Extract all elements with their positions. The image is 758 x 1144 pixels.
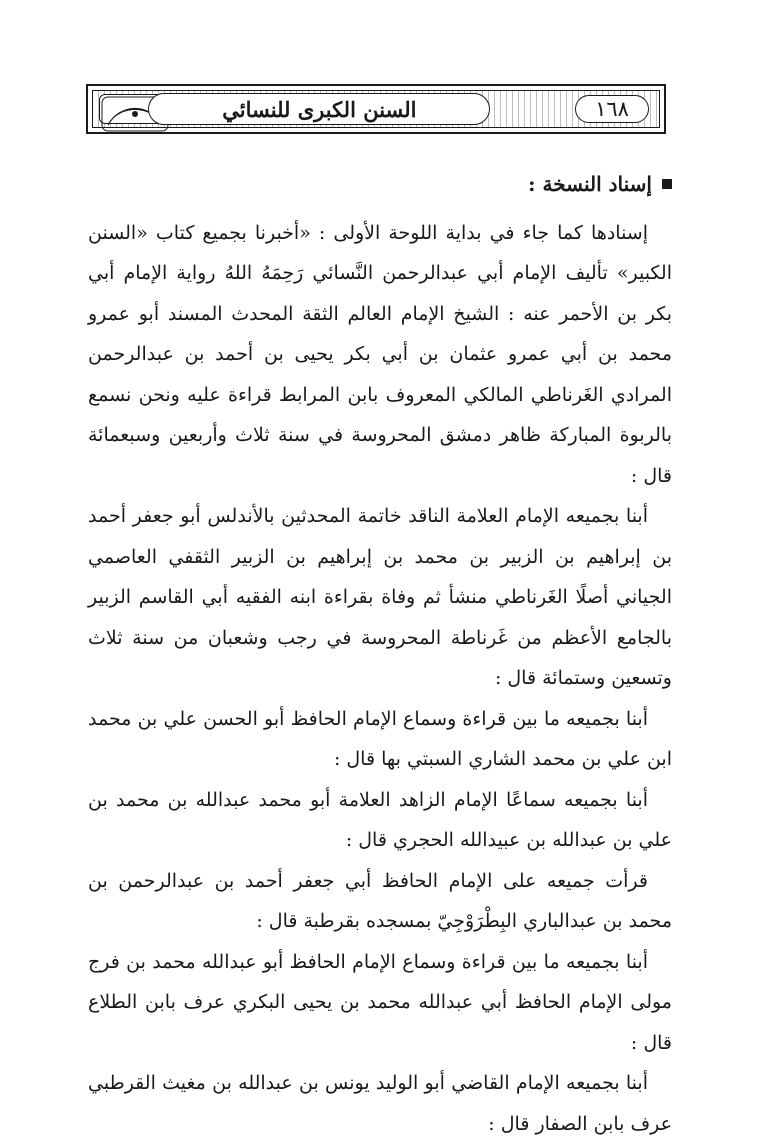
paragraph: إسنادها كما جاء في بداية اللوحة الأولى : «أخبرنا بجميع كتاب «السنن الكبير» تأليف الإمام أبي عبدالرحمن النَّسائي رَحِمَهُ اللهُ رواية الإمام أبي بكر بن الأحمر عنه : الشيخ الإمام العالم الثقة المحدث المسند أبو عمرو محمد بن أبي عمرو عثمان بن أبي بكر يحيى بن أحمد بن عبدالرحمن المرادي الغَرناطي المالكي المعروف بابن المرابط قراءة عليه ونحن نسمع بالربوة المباركة ظاهر دمشق المحروسة في سنة ثلاث وأربعين وسبعمائة قال :	[88, 221, 672, 487]
page-body	[88, 164, 672, 1144]
paragraph: قرأت جميعه على الإمام الحافظ أبي جعفر أحمد بن عبدالرحمن بن محمد بن عبدالباري البِطْرَوْجِيّ بمسجده بقرطبة قال :	[88, 869, 672, 932]
paragraph: أبنا بجميعه ما بين قراءة وسماع الإمام الحافظ أبو عبدالله محمد بن فرج مولى الإمام الحافظ أبي عبدالله محمد بن يحيى البكري عرف بابن الطلاع قال :	[88, 950, 672, 1054]
section-title: إسناد النسخة :	[528, 172, 652, 196]
paragraph: أبنا بجميعه الإمام القاضي أبو الوليد يونس بن عبدالله بن مغيث القرطبي عرف بابن الصفار قال :	[88, 1072, 672, 1135]
section-heading	[88, 164, 672, 205]
page-header	[86, 84, 666, 134]
paragraph: أبنا بجميعه الإمام العلامة الناقد خاتمة المحدثين بالأندلس أبو جعفر أحمد بن إبراهيم بن الزبير بن محمد بن إبراهيم بن الزبير الثقفي العاصمي الجياني أصلًا الغَرناطي منشأ ثم وفاة بقراءة ابنه الفقيه أبي القاسم الزبير بالجامع الأعظم من غَرناطة المحروسة في رجب وشعبان من سنة ثلاث وتسعين وستمائة قال :	[88, 505, 672, 689]
book-title: السنن الكبرى للنسائي	[148, 93, 490, 125]
square-bullet-icon	[662, 179, 672, 189]
page-number: ١٦٨	[575, 95, 649, 123]
paragraph: أبنا بجميعه سماعًا الإمام الزاهد العلامة أبو محمد عبدالله بن محمد بن علي بن عبدالله بن عبيدالله الحجري قال :	[88, 788, 672, 851]
paragraph: أبنا بجميعه ما بين قراءة وسماع الإمام الحافظ أبو الحسن علي بن محمد ابن علي بن محمد الشاري السبتي بها قال :	[88, 707, 672, 770]
header-ornament-band	[92, 90, 660, 128]
